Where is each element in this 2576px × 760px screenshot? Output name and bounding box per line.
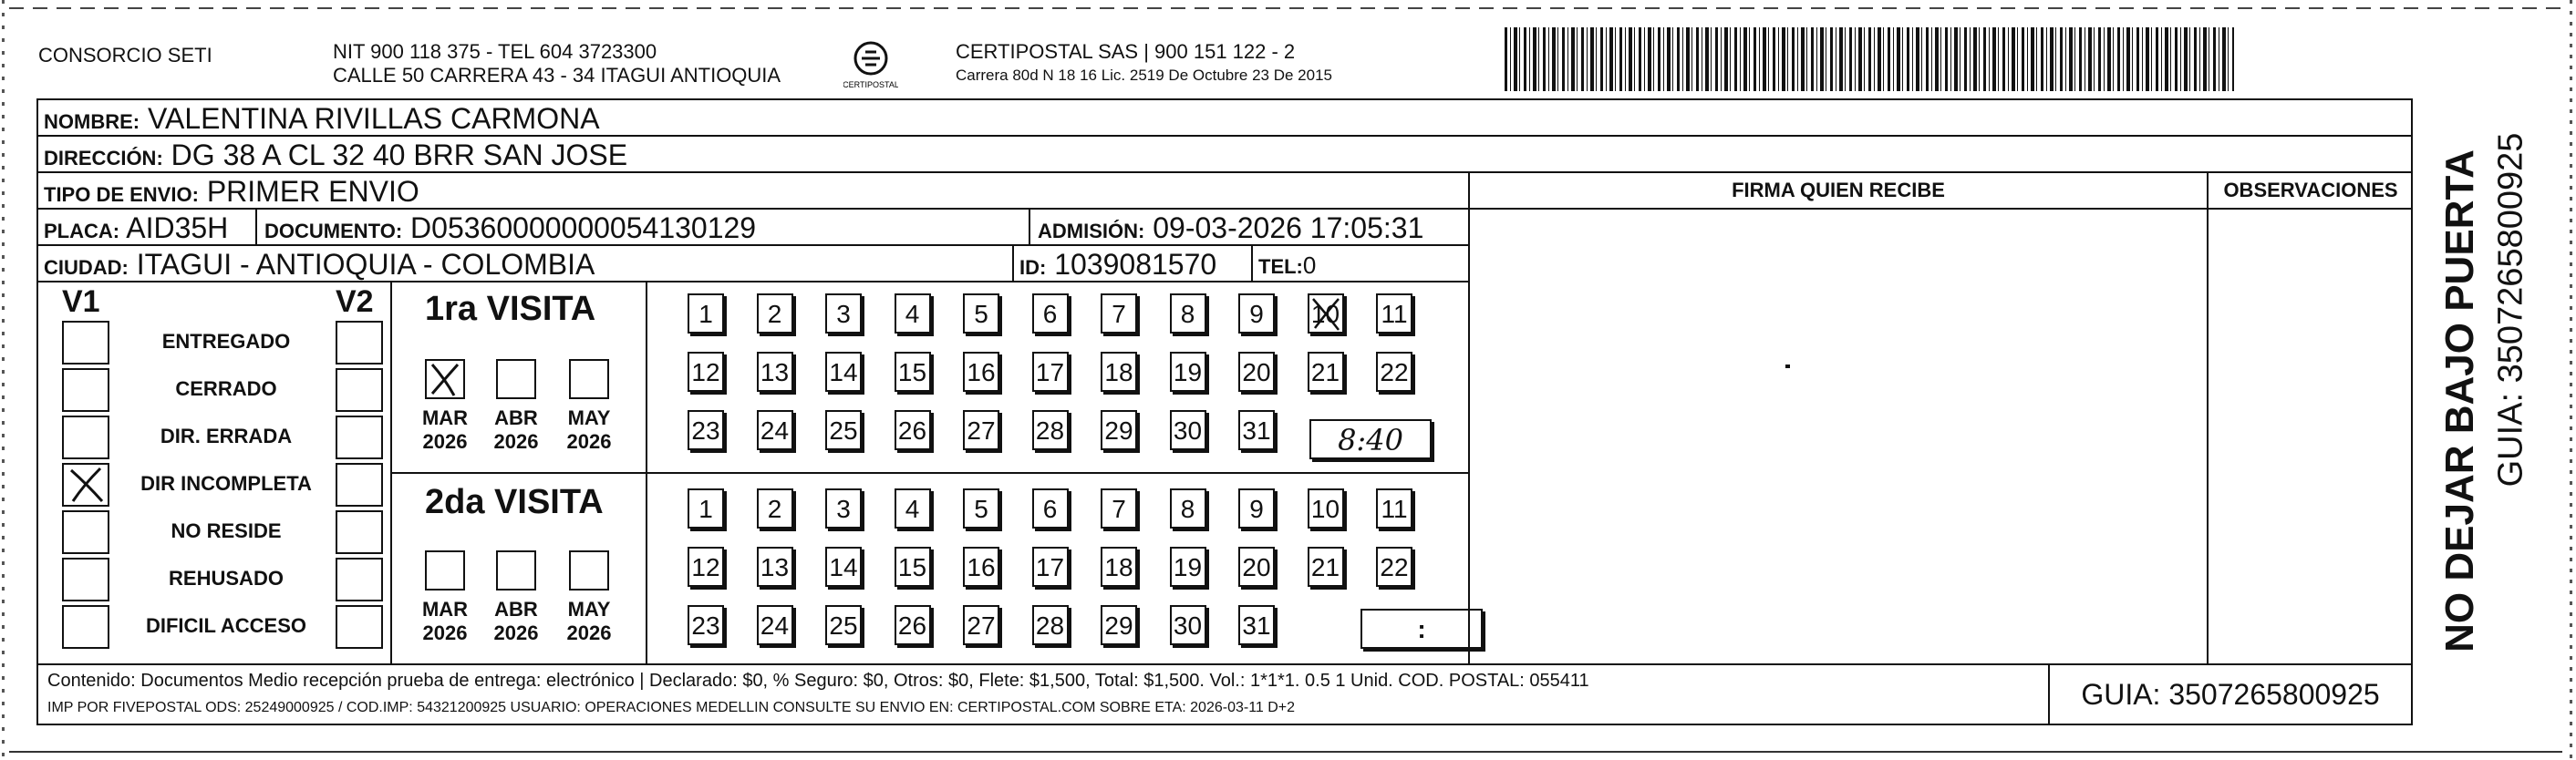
first-visit-day-17[interactable]: 17: [1032, 352, 1069, 392]
edge-marks: [2, 0, 5, 760]
first-month-label: [562, 406, 616, 454]
v2-label: V2: [336, 284, 374, 319]
second-month-label: [562, 598, 616, 645]
first-visit-day-23[interactable]: 23: [688, 410, 724, 450]
first-visit-day-19[interactable]: 19: [1170, 352, 1206, 392]
first-visit-day-31[interactable]: 31: [1238, 410, 1275, 450]
nit-line: NIT 900 118 375 - TEL 604 3723300: [333, 40, 657, 63]
documento-label: DOCUMENTO:: [264, 220, 403, 242]
second-visit-day-16[interactable]: 16: [963, 547, 999, 587]
second-month-label: [418, 598, 472, 645]
second-visit-day-17[interactable]: 17: [1032, 547, 1069, 587]
address-line: CALLE 50 CARRERA 43 - 34 ITAGUI ANTIOQUIA: [333, 64, 781, 87]
first-visit-title: 1ra VISITA: [425, 290, 596, 328]
first-visit-day-11[interactable]: 11: [1376, 293, 1412, 334]
second-month-label: [489, 598, 543, 645]
observaciones-left-border: [2207, 171, 2209, 663]
ink-dot: [1785, 365, 1790, 368]
bottom-line: [9, 751, 2562, 753]
v1-checkbox-dir-incompleta[interactable]: [62, 463, 109, 507]
first-visit-day-20[interactable]: 20: [1238, 352, 1275, 392]
first-visit-day-5[interactable]: 5: [963, 293, 999, 334]
second-visit-day-6[interactable]: 6: [1032, 488, 1069, 529]
second-visit-day-4[interactable]: 4: [895, 488, 931, 529]
first-visit-day-6[interactable]: 6: [1032, 293, 1069, 334]
second-visit-day-14[interactable]: 14: [825, 547, 862, 587]
month-name: MAY: [567, 406, 611, 429]
first-visit-day-30[interactable]: 30: [1170, 410, 1206, 450]
second-visit-day-12[interactable]: 12: [688, 547, 724, 587]
admision-label: ADMISIÓN:: [1038, 220, 1145, 242]
second-visit-day-22[interactable]: 22: [1376, 547, 1412, 587]
status-dir-incompleta: DIR INCOMPLETA: [140, 472, 312, 495]
id-cell: [1019, 248, 1216, 282]
logo-text: CERTIPOSTAL: [843, 80, 898, 89]
id-value: 1039081570: [1054, 248, 1217, 281]
first-visit-day-18[interactable]: 18: [1101, 352, 1137, 392]
tel-cell: [1258, 252, 1316, 280]
second-visit-day-13[interactable]: 13: [757, 547, 793, 587]
second-visit-day-28[interactable]: 28: [1032, 605, 1069, 645]
footer-contenido: Contenido: Documentos Medio recepción prueba de entrega: electrónico | Declarado: $0, % Seguro: $0, Otros: $0, Flete: $1,500, Total: $1,500. Vol.: 1*1*1. 0.5 1 Unid. COD. POSTAL: 055411: [47, 671, 1589, 691]
second-visit-day-20[interactable]: 20: [1238, 547, 1275, 587]
first-visit-day-9[interactable]: 9: [1238, 293, 1275, 334]
v2-checkbox-dir-incompleta[interactable]: [336, 463, 383, 507]
divider: [255, 208, 257, 244]
second-visit-day-31[interactable]: 31: [1238, 605, 1275, 645]
logo-icon: [843, 36, 898, 91]
first-visit-day-13[interactable]: 13: [757, 352, 793, 392]
v2-checkbox-cerrado[interactable]: [336, 368, 383, 412]
tipo-value: PRIMER ENVIO: [206, 175, 419, 208]
month-year: 2026: [493, 430, 539, 453]
second-visit-month-abr[interactable]: [496, 550, 536, 591]
company-name: CONSORCIO SETI: [38, 44, 212, 67]
placa-value: AID35H: [126, 211, 229, 244]
first-visit-day-4[interactable]: 4: [895, 293, 931, 334]
firma-left-border: [1468, 171, 1470, 663]
second-visit-day-8[interactable]: 8: [1170, 488, 1206, 529]
second-visit-day-30[interactable]: 30: [1170, 605, 1206, 645]
first-visit-time[interactable]: 8:40: [1309, 419, 1432, 459]
status-entregado: ENTREGADO: [161, 330, 291, 353]
first-visit-day-26[interactable]: 26: [895, 410, 931, 450]
firma-header: FIRMA QUIEN RECIBE: [1732, 179, 1945, 201]
v1-label: V1: [62, 284, 100, 319]
divider: [1251, 244, 1253, 281]
first-visit-day-28[interactable]: 28: [1032, 410, 1069, 450]
direccion-value: DG 38 A CL 32 40 BRR SAN JOSE: [171, 139, 628, 171]
second-visit-day-23[interactable]: 23: [688, 605, 724, 645]
first-visit-day-12[interactable]: 12: [688, 352, 724, 392]
second-visit-day-21[interactable]: 21: [1308, 547, 1344, 587]
side-warning: NO DEJAR BAJO PUERTA: [2437, 149, 2482, 652]
edge-marks: [2570, 0, 2572, 760]
first-visit-day-8[interactable]: 8: [1170, 293, 1206, 334]
status-dir-errada: DIR. ERRADA: [160, 425, 293, 447]
first-visit-day-3[interactable]: 3: [825, 293, 862, 334]
nombre-row: [44, 102, 600, 136]
v1-checkbox-rehusado[interactable]: [62, 558, 109, 601]
second-visit-day-27[interactable]: 27: [963, 605, 999, 645]
first-visit-day-29[interactable]: 29: [1101, 410, 1137, 450]
admision-cell: [1038, 211, 1423, 245]
first-visit-month-abr[interactable]: [496, 359, 536, 399]
barcode: [1505, 27, 2234, 91]
first-month-label: [489, 406, 543, 454]
first-month-label: [418, 406, 472, 454]
second-visit-day-24[interactable]: 24: [757, 605, 793, 645]
month-name: ABR: [494, 598, 538, 621]
handwritten-x-mark: [427, 361, 463, 397]
cut-line: [9, 7, 2562, 9]
ciudad-cell: [44, 248, 595, 282]
nombre-label: NOMBRE:: [44, 110, 140, 133]
second-visit-day-3[interactable]: 3: [825, 488, 862, 529]
second-visit-day-10[interactable]: 10: [1308, 488, 1344, 529]
v1-checkbox-cerrado[interactable]: [62, 368, 109, 412]
tel-value: 0: [1302, 252, 1317, 279]
second-visit-day-29[interactable]: 29: [1101, 605, 1137, 645]
second-visit-day-26[interactable]: 26: [895, 605, 931, 645]
handwritten-x-mark: [1308, 293, 1344, 334]
handwritten-x-mark: [64, 465, 108, 505]
second-visit-month-may[interactable]: [569, 550, 609, 591]
status-no-reside: NO RESIDE: [171, 519, 282, 542]
status-dificil-acceso: DIFICIL ACCESO: [145, 614, 306, 637]
footer-imp: IMP POR FIVEPOSTAL ODS: 25249000925 / COD.IMP: 54321200925 USUARIO: OPERACIONES MEDELLIN CONSULTE SU ENVIO EN: CERTIPOSTAL.COM SOBRE ETA: 2026-03-11 D+2: [47, 700, 1296, 715]
status-rehusado: REHUSADO: [169, 567, 284, 590]
certipostal-line2: Carrera 80d N 18 16 Lic. 2519 De Octubre 23 De 2015: [956, 67, 1332, 84]
guia-number: GUIA: 3507265800925: [2081, 678, 2380, 711]
second-visit-day-9[interactable]: 9: [1238, 488, 1275, 529]
divider: [1012, 244, 1014, 281]
first-visit-day-16[interactable]: 16: [963, 352, 999, 392]
first-visit-day-1[interactable]: 1: [688, 293, 724, 334]
placa-label: PLACA:: [44, 220, 120, 242]
first-visit-day-21[interactable]: 21: [1308, 352, 1344, 392]
v2-checkbox-rehusado[interactable]: [336, 558, 383, 601]
nombre-value: VALENTINA RIVILLAS CARMONA: [148, 102, 600, 135]
month-year: 2026: [422, 430, 468, 453]
direccion-row: [44, 139, 627, 172]
first-visit-day-25[interactable]: 25: [825, 410, 862, 450]
second-visit-day-25[interactable]: 25: [825, 605, 862, 645]
v2-checkbox-dificil-acceso[interactable]: [336, 605, 383, 649]
certipostal-logo: [843, 36, 898, 91]
v1-checkbox-dir-errada[interactable]: [62, 416, 109, 459]
documento-value: D05360000000054130129: [410, 211, 757, 244]
admision-value: 09-03-2026 17:05:31: [1153, 211, 1424, 244]
month-name: MAR: [421, 598, 469, 621]
visit-separator: [390, 472, 1468, 474]
first-visit-month-mar[interactable]: [425, 359, 465, 399]
month-name: MAR: [421, 406, 469, 429]
v2-checkbox-dir-errada[interactable]: [336, 416, 383, 459]
second-visit-day-19[interactable]: 19: [1170, 547, 1206, 587]
month-name: ABR: [494, 406, 538, 429]
first-visit-day-2[interactable]: 2: [757, 293, 793, 334]
first-visit-day-24[interactable]: 24: [757, 410, 793, 450]
observaciones-header: OBSERVACIONES: [2223, 179, 2398, 201]
first-visit-day-7[interactable]: 7: [1101, 293, 1137, 334]
second-visit-title: 2da VISITA: [425, 483, 604, 521]
documento-cell: [264, 211, 756, 245]
second-visit-day-1[interactable]: 1: [688, 488, 724, 529]
status-cerrado: CERRADO: [175, 377, 277, 400]
certipostal-line1: CERTIPOSTAL SAS | 900 151 122 - 2: [956, 40, 1296, 63]
month-year: 2026: [422, 621, 468, 644]
first-visit-day-15[interactable]: 15: [895, 352, 931, 392]
second-visit-time[interactable]: :: [1360, 609, 1483, 649]
tipo-row: [44, 175, 419, 209]
second-visit-day-15[interactable]: 15: [895, 547, 931, 587]
v2-checkbox-entregado[interactable]: [336, 321, 383, 365]
month-year: 2026: [493, 621, 539, 644]
second-visit-day-11[interactable]: 11: [1376, 488, 1412, 529]
month-year: 2026: [566, 430, 612, 453]
second-visit-day-7[interactable]: 7: [1101, 488, 1137, 529]
second-visit-day-5[interactable]: 5: [963, 488, 999, 529]
direccion-label: DIRECCIÓN:: [44, 147, 163, 169]
tipo-label: TIPO DE ENVIO:: [44, 183, 199, 206]
placa-cell: [44, 211, 228, 245]
first-visit-day-14[interactable]: 14: [825, 352, 862, 392]
month-name: MAY: [567, 598, 611, 621]
second-visit-day-18[interactable]: 18: [1101, 547, 1137, 587]
first-visit-day-27[interactable]: 27: [963, 410, 999, 450]
id-label: ID:: [1019, 256, 1047, 279]
month-year: 2026: [566, 621, 612, 644]
ciudad-value: ITAGUI - ANTIOQUIA - COLOMBIA: [136, 248, 595, 281]
second-visit-day-2[interactable]: 2: [757, 488, 793, 529]
divider: [1029, 208, 1030, 244]
first-visit-month-may[interactable]: [569, 359, 609, 399]
v2-checkbox-no-reside[interactable]: [336, 510, 383, 554]
tel-label: TEL:: [1258, 255, 1303, 278]
side-guia: GUIA: 3507265800925: [2491, 132, 2530, 488]
second-visit-month-mar[interactable]: [425, 550, 465, 591]
ciudad-label: CIUDAD:: [44, 256, 129, 279]
v1-checkbox-no-reside[interactable]: [62, 510, 109, 554]
first-visit-day-10[interactable]: 10: [1308, 293, 1344, 334]
first-visit-day-22[interactable]: 22: [1376, 352, 1412, 392]
v1-checkbox-dificil-acceso[interactable]: [62, 605, 109, 649]
v1-checkbox-entregado[interactable]: [62, 321, 109, 365]
